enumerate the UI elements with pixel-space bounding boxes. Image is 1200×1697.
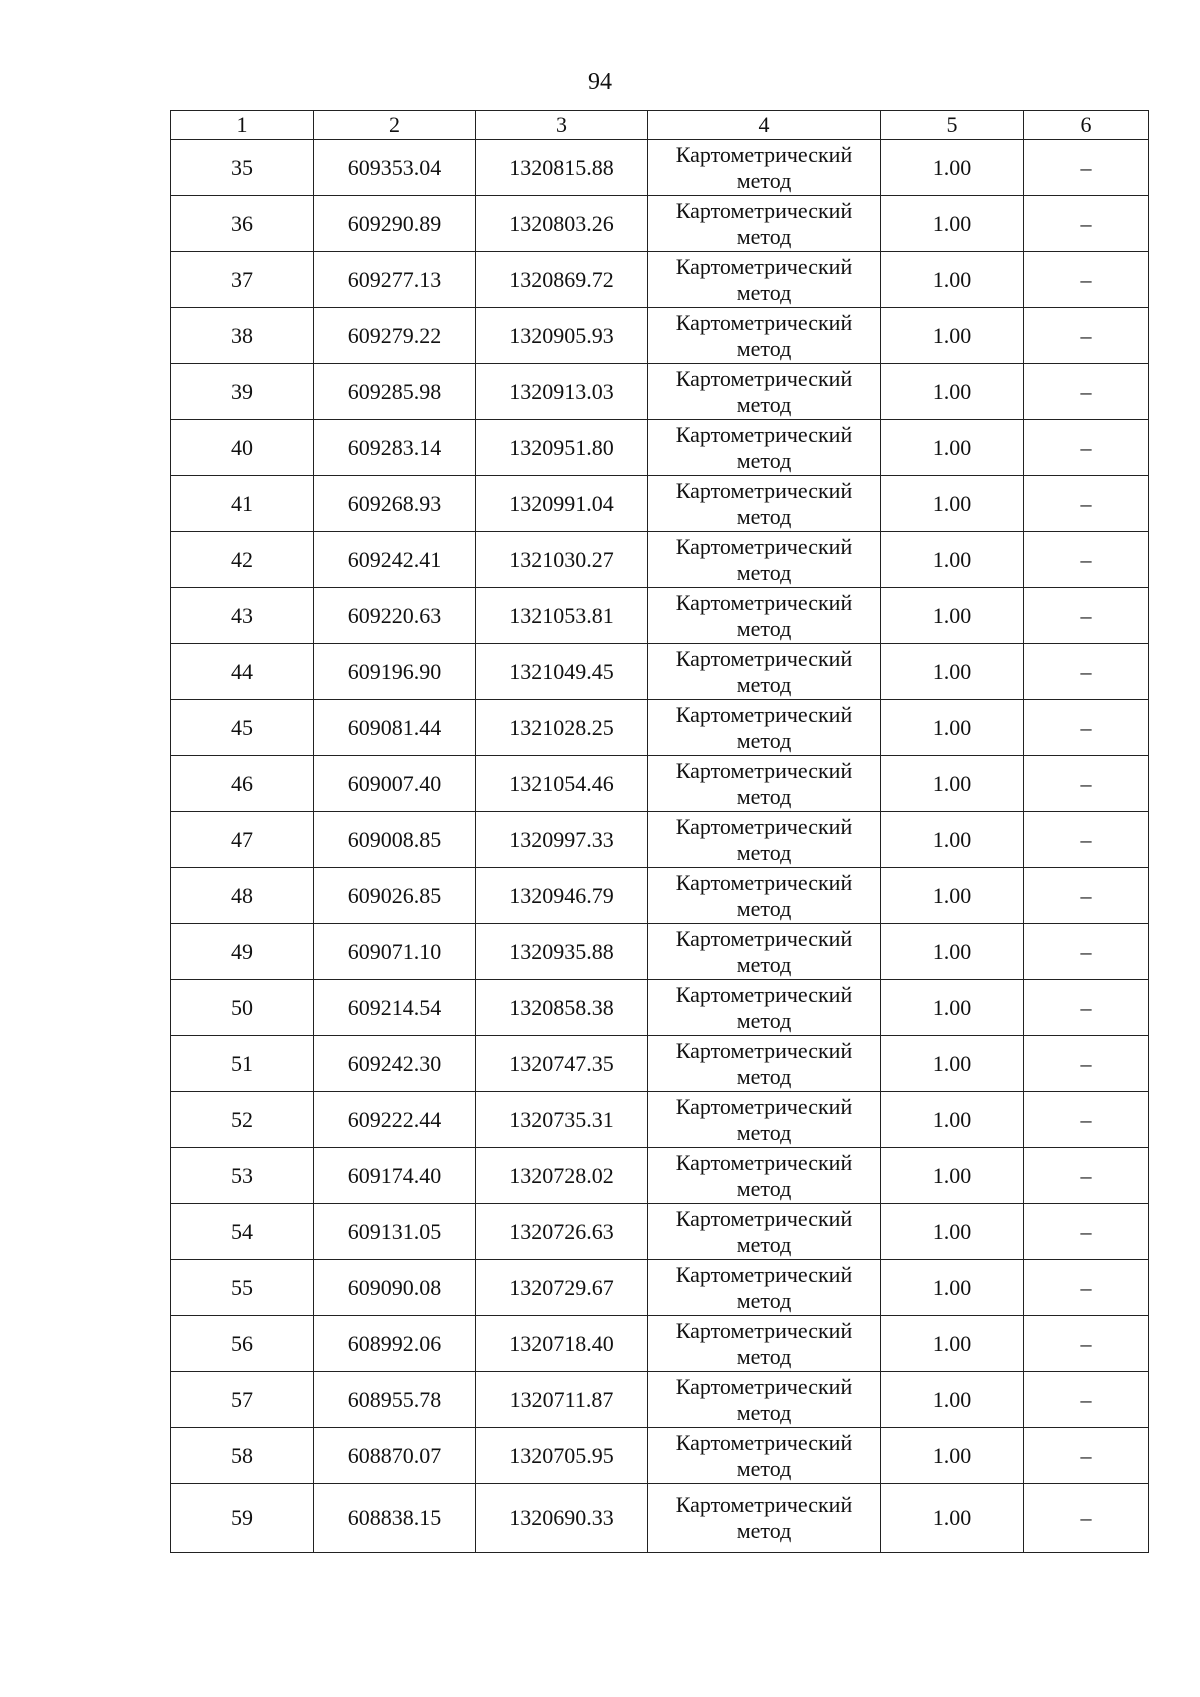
point-number-cell: 39 (171, 364, 314, 420)
x-coordinate-cell: 609268.93 (314, 476, 476, 532)
x-coordinate-cell: 609214.54 (314, 980, 476, 1036)
table-row (171, 364, 1149, 420)
x-coordinate-cell: 609285.98 (314, 364, 476, 420)
column-header: 6 (1024, 111, 1149, 140)
method-cell (648, 588, 881, 644)
column-header: 5 (881, 111, 1024, 140)
table-row (171, 1372, 1149, 1428)
dash-cell: – (1024, 1204, 1149, 1260)
point-number-cell: 35 (171, 140, 314, 196)
table-row (171, 1204, 1149, 1260)
point-number-cell: 52 (171, 1092, 314, 1148)
table-row (171, 476, 1149, 532)
accuracy-cell: 1.00 (881, 1204, 1024, 1260)
point-number-cell: 50 (171, 980, 314, 1036)
method-line-1: Картометрический (675, 533, 853, 559)
accuracy-cell: 1.00 (881, 364, 1024, 420)
x-coordinate-cell: 609081.44 (314, 700, 476, 756)
dash-cell: – (1024, 420, 1149, 476)
x-coordinate-cell: 609220.63 (314, 588, 476, 644)
x-coordinate-cell: 609090.08 (314, 1260, 476, 1316)
method-line-2: метод (736, 951, 792, 977)
accuracy-cell: 1.00 (881, 700, 1024, 756)
table-row (171, 1260, 1149, 1316)
method-line-2: метод (736, 671, 792, 697)
dash-cell: – (1024, 532, 1149, 588)
method-line-1: Картометрический (675, 1261, 853, 1287)
dash-cell: – (1024, 1148, 1149, 1204)
method-line-1: Картометрический (675, 1373, 853, 1399)
method-line-1: Картометрический (675, 141, 853, 167)
accuracy-cell: 1.00 (881, 1316, 1024, 1372)
method-line-2: метод (736, 559, 792, 585)
method-line-2: метод (736, 1343, 792, 1369)
method-line-2: метод (736, 1231, 792, 1257)
method-line-1: Картометрический (675, 981, 853, 1007)
x-coordinate-cell: 609007.40 (314, 756, 476, 812)
method-cell (648, 924, 881, 980)
method-cell (648, 308, 881, 364)
point-number-cell: 51 (171, 1036, 314, 1092)
method-line-2: метод (736, 615, 792, 641)
dash-cell: – (1024, 364, 1149, 420)
y-coordinate-cell: 1320997.33 (476, 812, 648, 868)
accuracy-cell: 1.00 (881, 1036, 1024, 1092)
method-line-1: Картометрический (675, 925, 853, 951)
accuracy-cell: 1.00 (881, 644, 1024, 700)
method-line-1: Картометрический (675, 813, 853, 839)
accuracy-cell: 1.00 (881, 756, 1024, 812)
method-cell (648, 1484, 881, 1553)
dash-cell: – (1024, 1260, 1149, 1316)
dash-cell: – (1024, 588, 1149, 644)
column-header: 3 (476, 111, 648, 140)
column-header: 4 (648, 111, 881, 140)
x-coordinate-cell: 609131.05 (314, 1204, 476, 1260)
x-coordinate-cell: 609242.30 (314, 1036, 476, 1092)
method-cell (648, 1428, 881, 1484)
column-header: 1 (171, 111, 314, 140)
point-number-cell: 44 (171, 644, 314, 700)
accuracy-cell: 1.00 (881, 924, 1024, 980)
x-coordinate-cell: 609277.13 (314, 252, 476, 308)
y-coordinate-cell: 1320747.35 (476, 1036, 648, 1092)
x-coordinate-cell: 609242.41 (314, 532, 476, 588)
point-number-cell: 59 (171, 1484, 314, 1553)
point-number-cell: 41 (171, 476, 314, 532)
y-coordinate-cell: 1320803.26 (476, 196, 648, 252)
method-cell (648, 364, 881, 420)
method-line-2: метод (736, 223, 792, 249)
y-coordinate-cell: 1320735.31 (476, 1092, 648, 1148)
x-coordinate-cell: 608955.78 (314, 1372, 476, 1428)
method-cell (648, 700, 881, 756)
x-coordinate-cell: 609008.85 (314, 812, 476, 868)
accuracy-cell: 1.00 (881, 532, 1024, 588)
accuracy-cell: 1.00 (881, 1372, 1024, 1428)
method-line-2: метод (736, 167, 792, 193)
dash-cell: – (1024, 1372, 1149, 1428)
x-coordinate-cell: 609026.85 (314, 868, 476, 924)
y-coordinate-cell: 1321030.27 (476, 532, 648, 588)
point-number-cell: 49 (171, 924, 314, 980)
dash-cell: – (1024, 812, 1149, 868)
method-line-2: метод (736, 1007, 792, 1033)
method-line-1: Картометрический (675, 253, 853, 279)
method-line-2: метод (736, 1175, 792, 1201)
table-row (171, 1036, 1149, 1092)
dash-cell: – (1024, 308, 1149, 364)
method-line-2: метод (736, 1287, 792, 1313)
column-header: 2 (314, 111, 476, 140)
dash-cell: – (1024, 140, 1149, 196)
point-number-cell: 36 (171, 196, 314, 252)
dash-cell: – (1024, 980, 1149, 1036)
dash-cell: – (1024, 756, 1149, 812)
dash-cell: – (1024, 196, 1149, 252)
method-line-2: метод (736, 1063, 792, 1089)
accuracy-cell: 1.00 (881, 812, 1024, 868)
method-line-2: метод (736, 503, 792, 529)
method-line-1: Картометрический (675, 1037, 853, 1063)
method-cell (648, 140, 881, 196)
method-line-2: метод (736, 1119, 792, 1145)
x-coordinate-cell: 609222.44 (314, 1092, 476, 1148)
accuracy-cell: 1.00 (881, 420, 1024, 476)
table-row (171, 868, 1149, 924)
y-coordinate-cell: 1321053.81 (476, 588, 648, 644)
accuracy-cell: 1.00 (881, 868, 1024, 924)
table-header-row (171, 111, 1149, 140)
method-line-2: метод (736, 1399, 792, 1425)
accuracy-cell: 1.00 (881, 1484, 1024, 1553)
y-coordinate-cell: 1320869.72 (476, 252, 648, 308)
method-cell (648, 868, 881, 924)
table-row (171, 532, 1149, 588)
method-cell (648, 1204, 881, 1260)
dash-cell: – (1024, 1484, 1149, 1553)
y-coordinate-cell: 1320991.04 (476, 476, 648, 532)
dash-cell: – (1024, 1316, 1149, 1372)
method-line-2: метод (736, 783, 792, 809)
method-line-1: Картометрический (675, 365, 853, 391)
y-coordinate-cell: 1320815.88 (476, 140, 648, 196)
page-number: 94 (588, 69, 612, 95)
dash-cell: – (1024, 1036, 1149, 1092)
accuracy-cell: 1.00 (881, 476, 1024, 532)
table-row (171, 420, 1149, 476)
method-cell (648, 420, 881, 476)
point-number-cell: 48 (171, 868, 314, 924)
x-coordinate-cell: 609279.22 (314, 308, 476, 364)
method-cell (648, 980, 881, 1036)
method-line-1: Картометрический (675, 1093, 853, 1119)
table-row (171, 252, 1149, 308)
accuracy-cell: 1.00 (881, 588, 1024, 644)
point-number-cell: 45 (171, 700, 314, 756)
y-coordinate-cell: 1320728.02 (476, 1148, 648, 1204)
accuracy-cell: 1.00 (881, 980, 1024, 1036)
method-line-1: Картометрический (675, 1429, 853, 1455)
method-line-1: Картометрический (675, 645, 853, 671)
table-row (171, 644, 1149, 700)
method-line-1: Картометрический (675, 197, 853, 223)
dash-cell: – (1024, 252, 1149, 308)
y-coordinate-cell: 1320729.67 (476, 1260, 648, 1316)
method-cell (648, 1260, 881, 1316)
y-coordinate-cell: 1320913.03 (476, 364, 648, 420)
point-number-cell: 38 (171, 308, 314, 364)
accuracy-cell: 1.00 (881, 1148, 1024, 1204)
x-coordinate-cell: 609290.89 (314, 196, 476, 252)
point-number-cell: 40 (171, 420, 314, 476)
y-coordinate-cell: 1320718.40 (476, 1316, 648, 1372)
y-coordinate-cell: 1320905.93 (476, 308, 648, 364)
point-number-cell: 46 (171, 756, 314, 812)
point-number-cell: 53 (171, 1148, 314, 1204)
accuracy-cell: 1.00 (881, 252, 1024, 308)
y-coordinate-cell: 1321054.46 (476, 756, 648, 812)
x-coordinate-cell: 608838.15 (314, 1484, 476, 1553)
table-row (171, 812, 1149, 868)
dash-cell: – (1024, 868, 1149, 924)
method-line-1: Картометрический (675, 1492, 853, 1517)
y-coordinate-cell: 1320935.88 (476, 924, 648, 980)
x-coordinate-cell: 608870.07 (314, 1428, 476, 1484)
point-number-cell: 56 (171, 1316, 314, 1372)
y-coordinate-cell: 1321028.25 (476, 700, 648, 756)
x-coordinate-cell: 609353.04 (314, 140, 476, 196)
table-row (171, 1092, 1149, 1148)
method-line-1: Картометрический (675, 757, 853, 783)
y-coordinate-cell: 1320858.38 (476, 980, 648, 1036)
dash-cell: – (1024, 644, 1149, 700)
method-line-1: Картометрический (675, 701, 853, 727)
method-line-2: метод (736, 839, 792, 865)
method-line-1: Картометрический (675, 1317, 853, 1343)
point-number-cell: 57 (171, 1372, 314, 1428)
table-row (171, 1428, 1149, 1484)
method-line-2: метод (736, 727, 792, 753)
method-cell (648, 756, 881, 812)
method-cell (648, 644, 881, 700)
table-row (171, 140, 1149, 196)
method-line-1: Картометрический (675, 1205, 853, 1231)
method-line-2: метод (736, 1455, 792, 1481)
table-row (171, 1148, 1149, 1204)
point-number-cell: 47 (171, 812, 314, 868)
x-coordinate-cell: 609174.40 (314, 1148, 476, 1204)
x-coordinate-cell: 609283.14 (314, 420, 476, 476)
method-cell (648, 1148, 881, 1204)
table-row (171, 1484, 1149, 1553)
table-row (171, 588, 1149, 644)
dash-cell: – (1024, 476, 1149, 532)
dash-cell: – (1024, 700, 1149, 756)
point-number-cell: 55 (171, 1260, 314, 1316)
accuracy-cell: 1.00 (881, 1428, 1024, 1484)
table-row (171, 700, 1149, 756)
accuracy-cell: 1.00 (881, 140, 1024, 196)
accuracy-cell: 1.00 (881, 1260, 1024, 1316)
method-line-1: Картометрический (675, 869, 853, 895)
y-coordinate-cell: 1321049.45 (476, 644, 648, 700)
point-number-cell: 58 (171, 1428, 314, 1484)
method-line-2: метод (736, 335, 792, 361)
table-row (171, 308, 1149, 364)
method-cell (648, 1372, 881, 1428)
x-coordinate-cell: 608992.06 (314, 1316, 476, 1372)
y-coordinate-cell: 1320946.79 (476, 868, 648, 924)
x-coordinate-cell: 609071.10 (314, 924, 476, 980)
method-line-2: метод (736, 447, 792, 473)
table-row (171, 980, 1149, 1036)
table-row (171, 924, 1149, 980)
method-cell (648, 476, 881, 532)
y-coordinate-cell: 1320690.33 (476, 1484, 648, 1553)
coordinates-table (170, 110, 1149, 1553)
dash-cell: – (1024, 924, 1149, 980)
method-line-1: Картометрический (675, 309, 853, 335)
method-cell (648, 1036, 881, 1092)
y-coordinate-cell: 1320726.63 (476, 1204, 648, 1260)
method-cell (648, 196, 881, 252)
method-line-1: Картометрический (675, 421, 853, 447)
point-number-cell: 37 (171, 252, 314, 308)
y-coordinate-cell: 1320705.95 (476, 1428, 648, 1484)
y-coordinate-cell: 1320951.80 (476, 420, 648, 476)
method-line-1: Картометрический (675, 1149, 853, 1175)
method-line-1: Картометрический (675, 589, 853, 615)
method-line-2: метод (736, 895, 792, 921)
x-coordinate-cell: 609196.90 (314, 644, 476, 700)
method-line-2: метод (736, 391, 792, 417)
point-number-cell: 42 (171, 532, 314, 588)
accuracy-cell: 1.00 (881, 308, 1024, 364)
table-row (171, 756, 1149, 812)
method-cell (648, 1316, 881, 1372)
table-row (171, 196, 1149, 252)
accuracy-cell: 1.00 (881, 1092, 1024, 1148)
method-line-2: метод (736, 279, 792, 305)
method-cell (648, 1092, 881, 1148)
dash-cell: – (1024, 1428, 1149, 1484)
method-line-1: Картометрический (675, 477, 853, 503)
table-row (171, 1316, 1149, 1372)
y-coordinate-cell: 1320711.87 (476, 1372, 648, 1428)
method-cell (648, 812, 881, 868)
dash-cell: – (1024, 1092, 1149, 1148)
method-cell (648, 252, 881, 308)
accuracy-cell: 1.00 (881, 196, 1024, 252)
method-cell (648, 532, 881, 588)
point-number-cell: 43 (171, 588, 314, 644)
point-number-cell: 54 (171, 1204, 314, 1260)
method-line-2: метод (736, 1518, 792, 1543)
